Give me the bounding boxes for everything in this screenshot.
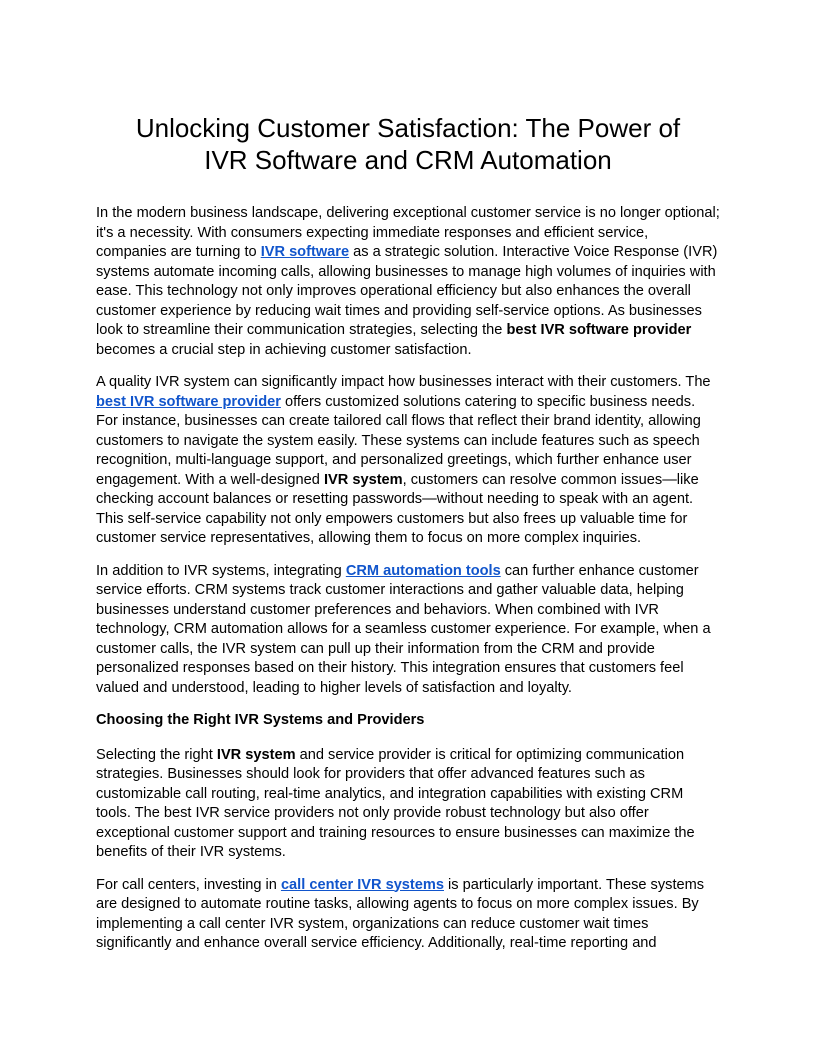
bold-ivr-system: IVR system: [216, 746, 296, 763]
paragraph-intro: [96, 204, 720, 360]
paragraph-choosing: [96, 746, 720, 863]
link-crm-automation-tools[interactable]: CRM automation tools: [345, 562, 501, 579]
paragraph-text: In addition to IVR systems, integrating: [96, 562, 346, 579]
paragraph-call-centers: [96, 876, 720, 954]
paragraph-text: is particularly important. These systems are designed to automate routine tasks, allowing agents to focus on more complex issues. By implementing a call center IVR system, organizations can reduce customer wait times significantly and enhance overall service efficiency. Additionally, real-time reporting and: [96, 876, 705, 951]
link-call-center-ivr-systems[interactable]: call center IVR systems: [280, 876, 444, 893]
link-best-ivr-software-provider[interactable]: best IVR software provider: [96, 393, 281, 410]
link-ivr-software[interactable]: IVR software: [260, 244, 350, 260]
paragraph-text: becomes a crucial step in achieving customer satisfaction.: [96, 341, 472, 358]
document-page: [96, 112, 720, 954]
paragraph-crm-integration: [96, 562, 720, 699]
paragraph-quality-ivr: [96, 373, 720, 549]
document-title: Unlocking Customer Satisfaction: The Power of IVR Software and CRM Automation: [135, 113, 681, 175]
paragraph-text: In the modern business landscape, delivering exceptional customer service is no longer optional; it's a necessity. With consumers expecting immediate responses and efficient service, companies are turning to: [96, 205, 720, 260]
paragraph-text: offers customized solutions catering to specific business needs. For instance, businesses can create tailored call flows that reflect their brand identity, allowing customers to navigate the system easily. These systems can include features such as speech recognition, multi-language support, and personalized greetings, which further enhance user engagement. With a well-designed: [96, 393, 701, 488]
section-heading: Choosing the Right IVR Systems and Providers: [96, 712, 425, 728]
paragraph-text: Selecting the right: [96, 746, 217, 763]
paragraph-text: , customers can resolve common issues—like checking account balances or resetting passwords—without needing to speak with an agent. This self-service capability not only empowers customers but also frees up valuable time for customer service representatives, allowing them to focus on more complex inquiries.: [96, 471, 699, 546]
bold-ivr-system: IVR system: [323, 471, 403, 488]
paragraph-text: For call centers, investing in: [96, 876, 281, 893]
paragraph-text: can further enhance customer service efforts. CRM systems track customer interactions and gather valuable data, helping businesses understand customer preferences and behaviors. When combined with IVR technology, CRM automation allows for a seamless customer experience. For example, when a customer calls, the IVR system can pull up their information from the CRM and provide personalized responses based on their history. This integration ensures that customers feel valued and understood, leading to higher levels of satisfaction and loyalty.: [96, 562, 711, 696]
paragraph-text: and service provider is critical for optimizing communication strategies. Businesses should look for providers that offer advanced features such as customizable call routing, real-time analytics, and integration capabilities with existing CRM tools. The best IVR service providers not only provide robust technology but also offer exceptional customer support and training resources to ensure businesses can maximize the benefits of their IVR systems.: [96, 746, 695, 860]
paragraph-text: A quality IVR system can significantly impact how businesses interact with their customers. The: [96, 374, 711, 390]
bold-best-ivr-software-provider: best IVR software provider: [506, 322, 692, 338]
paragraph-text: as a strategic solution. Interactive Voice Response (IVR) systems automate incoming calls, allowing businesses to manage high volumes of inquiries with ease. This technology not only improves operational efficiency but also enhances the overall customer experience by reducing wait times and providing self-service options. As businesses look to streamline their communication strategies, selecting the: [96, 244, 718, 338]
